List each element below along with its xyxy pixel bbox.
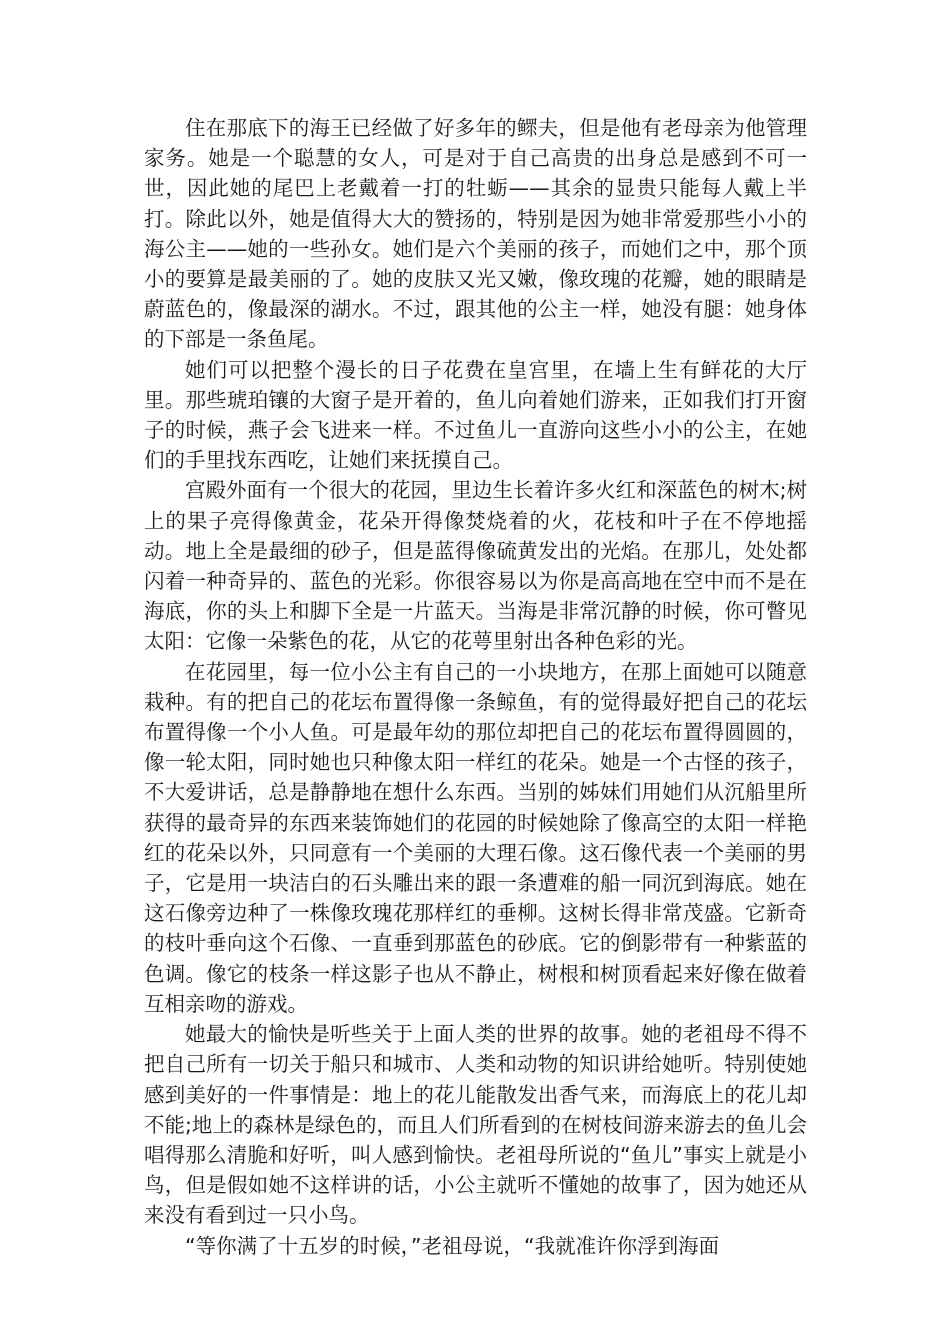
paragraph-5: 她最大的愉快是听些关于上面人类的世界的故事。她的老祖母不得不把自己所有一切关于船只和城市、人类和动物的知识讲给她听。特别使她感到美好的一件事情是：地上的花儿能散发出香气来，而海底上的花儿却不能;地上的森林是绿色的，而且人们所看到的在树枝间游来游去的鱼儿会唱得那么清脆和好听，叫人感到愉快。老祖母所说的“鱼儿”事实上就是小鸟，但是假如她不这样讲的话，小公主就听不懂她的故事了，因为她还从来没有看到过一只小鸟。 [144,1022,807,1228]
paragraph-6: “等你满了十五岁的时候，”老祖母说，“我就准许你浮到海面 [185,1233,720,1258]
paragraph-4: 在花园里，每一位小公主有自己的一小块地方，在那上面她可以随意栽种。有的把自己的花坛布置得像一条鲸鱼，有的觉得最好把自己的花坛布置得像一个小人鱼。可是最年幼的那位却把自己的花坛布置得圆圆的，像一轮太阳，同时她也只种像太阳一样红的花朵。她是一个古怪的孩子，不大爱讲话，总是静静地在想什么东西。当别的姊妹们用她们从沉船里所获得的最奇异的东西来装饰她们的花园的时候她除了像高空的太阳一样艳红的花朵以外，只同意有一个美丽的大理石像。这石像代表一个美丽的男子，它是用一块洁白的石头雕出来的跟一条遭难的船一同沉到海底。她在这石像旁边种了一株像玫瑰花那样红的垂柳。这树长得非常茂盛。它新奇的枝叶垂向这个石像、一直垂到那蓝色的砂底。它的倒影带有一种紫蓝的色调。像它的枝条一样这影子也从不静止，树根和树顶看起来好像在做着互相亲吻的游戏。 [144,659,807,1016]
document-page [144,113,807,1261]
paragraph-1: 住在那底下的海王已经做了好多年的鳏夫，但是他有老母亲为他管理家务。她是一个聪慧的女人，可是对于自己高贵的出身总是感到不可一世，因此她的尾巴上老戴着一打的牡蛎——其余的显贵只能每人戴上半打。除此以外，她是值得大大的赞扬的，特别是因为她非常爱那些小小的海公主——她的一些孙女。她们是六个美丽的孩子，而她们之中，那个顶小的要算是最美丽的了。她的皮肤又光又嫩，像玫瑰的花瓣，她的眼睛是蔚蓝色的，像最深的湖水。不过，跟其他的公主一样，她没有腿：她身体的下部是一条鱼尾。 [144,116,807,352]
paragraph-3: 宫殿外面有一个很大的花园，里边生长着许多火红和深蓝色的树木;树上的果子亮得像黄金，花朵开得像焚烧着的火，花枝和叶子在不停地摇动。地上全是最细的砂子，但是蓝得像硫黄发出的光焰。在那儿，处处都闪着一种奇异的、蓝色的光彩。你很容易以为你是高高地在空中而不是在海底，你的头上和脚下全是一片蓝天。当海是非常沉静的时候，你可瞥见太阳：它像一朵紫色的花，从它的花萼里射出各种色彩的光。 [144,478,807,654]
paragraph-2: 她们可以把整个漫长的日子花费在皇宫里，在墙上生有鲜花的大厅里。那些琥珀镶的大窗子是开着的，鱼儿向着她们游来，正如我们打开窗子的时候，燕子会飞进来一样。不过鱼儿一直游向这些小小的公主，在她们的手里找东西吃，让她们来抚摸自己。 [144,357,807,473]
